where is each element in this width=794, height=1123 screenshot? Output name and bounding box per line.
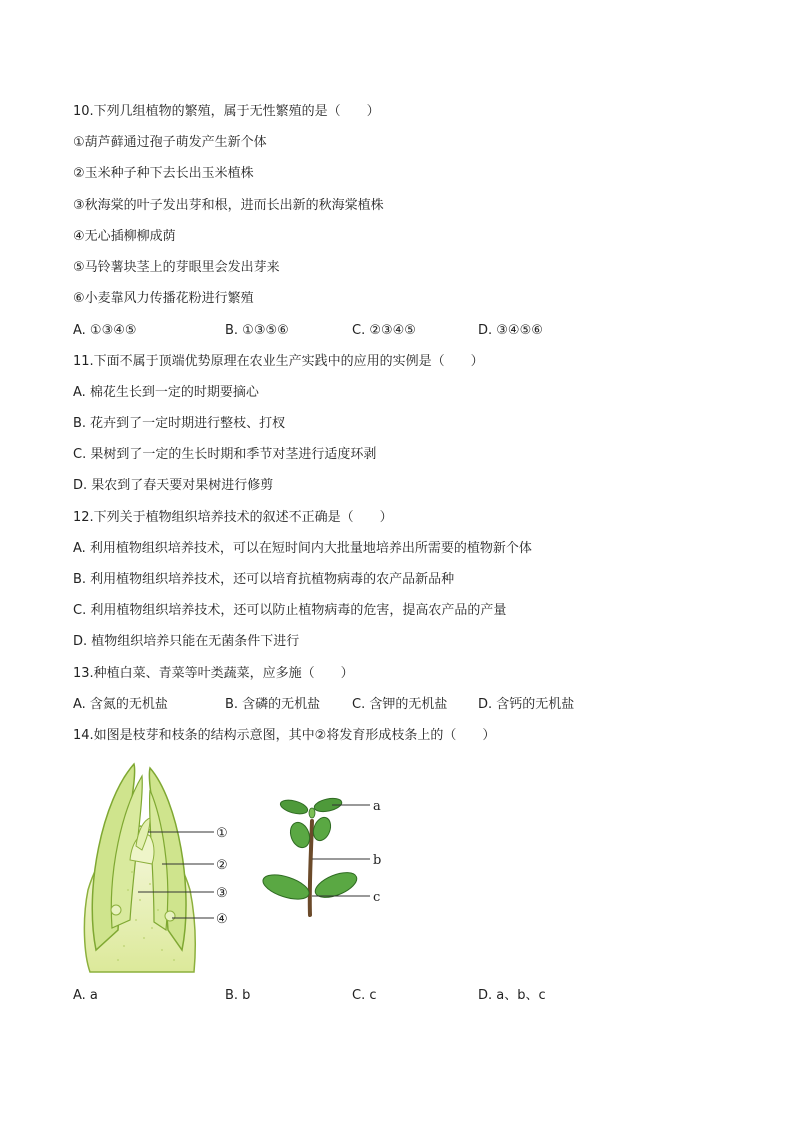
q11-option-b: B. 花卉到了一定时期进行整枝、打杈 — [73, 416, 286, 431]
branch-label-b: b — [373, 853, 382, 868]
q11-option-c: C. 果树到了一定的生长时期和季节对茎进行适度环剥 — [73, 447, 377, 462]
branch-stem — [310, 821, 312, 915]
q10-item-5: ⑤马铃薯块茎上的芽眼里会发出芽来 — [73, 260, 280, 275]
q14-option-c: C. c — [352, 988, 377, 1003]
q14-option-b: B. b — [225, 988, 251, 1003]
q14-option-d: D. a、b、c — [478, 988, 546, 1003]
q10-item-4: ④无心插柳柳成荫 — [73, 229, 176, 244]
q11-stem: 11.下面不属于顶端优势原理在农业生产实践中的应用的实例是（ ） — [73, 354, 484, 369]
q12-stem: 12.下列关于植物组织培养技术的叙述不正确是（ ） — [73, 510, 393, 525]
q12-option-b: B. 利用植物组织培养技术，还可以培育抗植物病毒的农产品新品种 — [73, 572, 455, 587]
bud-label-4: ④ — [216, 912, 228, 927]
bud-label-3: ③ — [216, 886, 228, 901]
branch-top-leaf-left — [279, 798, 309, 817]
q10-stem: 10.下列几组植物的繁殖，属于无性繁殖的是（ ） — [73, 104, 380, 119]
bud-structure-diagram — [78, 760, 248, 975]
branch-mid-leaf-left — [287, 820, 313, 851]
q10-item-1: ①葫芦藓通过孢子萌发产生新个体 — [73, 135, 267, 150]
bud-axillary-bud-left — [111, 905, 121, 915]
q11-option-d: D. 果农到了春天要对果树进行修剪 — [73, 478, 274, 493]
q13-stem: 13.种植白菜、青菜等叶类蔬菜，应多施（ ） — [73, 666, 354, 681]
q10-item-6: ⑥小麦靠风力传播花粉进行繁殖 — [73, 291, 254, 306]
q10-option-a: A. ①③④⑤ — [73, 323, 137, 338]
branch-label-a: a — [373, 799, 381, 814]
q10-item-3: ③秋海棠的叶子发出芽和根，进而长出新的秋海棠植株 — [73, 198, 384, 213]
q14-stem: 14.如图是枝芽和枝条的结构示意图，其中②将发育形成枝条上的（ ） — [73, 728, 496, 743]
q11-option-a: A. 棉花生长到一定的时期要摘心 — [73, 385, 259, 400]
bud-label-2: ② — [216, 858, 228, 873]
branch-terminal-bud — [309, 808, 315, 818]
branch-label-c: c — [373, 890, 381, 905]
branch-bottom-leaf-left — [260, 870, 312, 904]
bud-label-1: ① — [216, 826, 228, 841]
q12-option-d: D. 植物组织培养只能在无菌条件下进行 — [73, 634, 300, 649]
bud-axillary-bud-right — [165, 911, 175, 921]
q10-option-c: C. ②③④⑤ — [352, 323, 416, 338]
branch-mid-leaf-right — [310, 815, 333, 843]
q13-option-a: A. 含氮的无机盐 — [73, 697, 168, 712]
branch-structure-diagram — [260, 795, 395, 925]
q10-option-d: D. ③④⑤⑥ — [478, 323, 543, 338]
q10-item-2: ②玉米种子种下去长出玉米植株 — [73, 166, 254, 181]
q13-option-d: D. 含钙的无机盐 — [478, 697, 575, 712]
q14-option-a: A. a — [73, 988, 98, 1003]
q13-option-c: C. 含钾的无机盐 — [352, 697, 448, 712]
q10-option-b: B. ①③⑤⑥ — [225, 323, 289, 338]
q12-option-c: C. 利用植物组织培养技术，还可以防止植物病毒的危害，提高农产品的产量 — [73, 603, 507, 618]
q13-option-b: B. 含磷的无机盐 — [225, 697, 321, 712]
branch-bottom-leaf-right — [312, 867, 360, 902]
q12-option-a: A. 利用植物组织培养技术，可以在短时间内大批量地培养出所需要的植物新个体 — [73, 541, 532, 556]
